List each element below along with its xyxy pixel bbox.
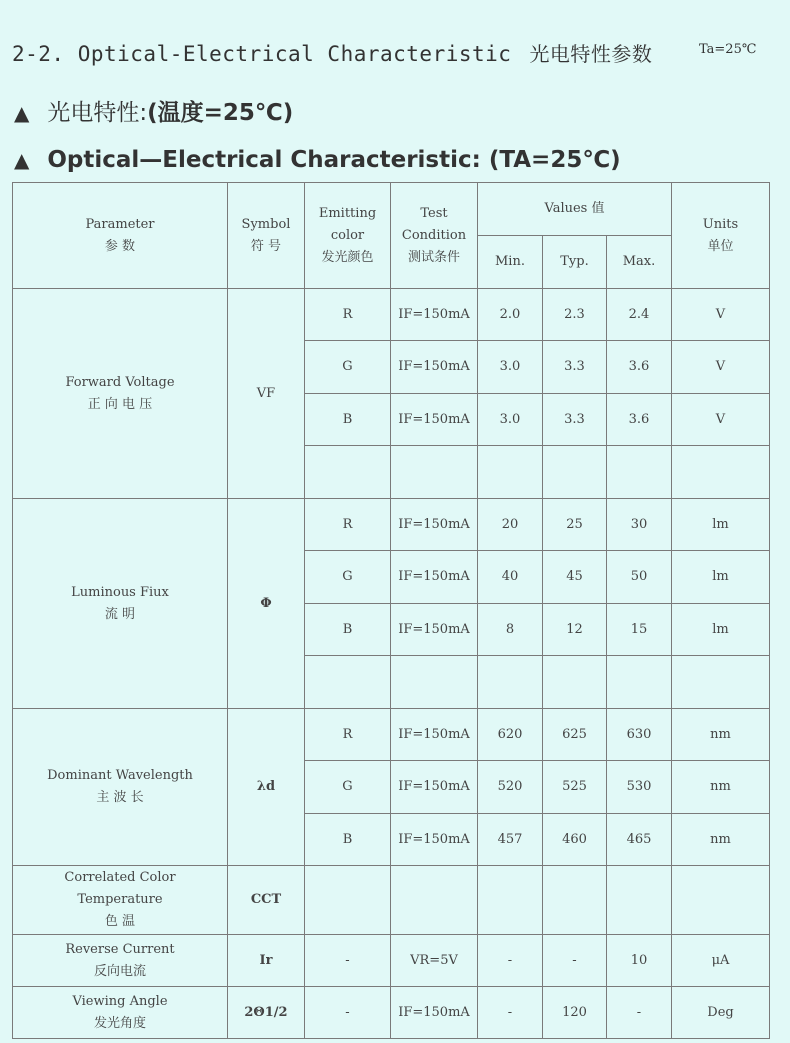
- header-symbol: Symbol 符 号: [228, 183, 305, 289]
- subheading-cn: [14, 94, 293, 127]
- cell-max: 630: [607, 709, 672, 761]
- cell-condition: VR=5V: [391, 935, 478, 987]
- symbol-viewing-angle: 2Θ1/2: [228, 987, 305, 1039]
- cell-condition: IF=150mA: [391, 289, 478, 341]
- cell-min: -: [478, 987, 543, 1039]
- param-forward-voltage: Forward Voltage 正 向 电 压: [13, 289, 228, 499]
- cell-typ: 2.3: [543, 289, 607, 341]
- header-min: Min.: [478, 236, 543, 289]
- cell-max: 530: [607, 761, 672, 814]
- cell-min: 20: [478, 499, 543, 551]
- header-emitting-color: Emitting color 发光颜色: [305, 183, 391, 289]
- cell-max: 15: [607, 604, 672, 656]
- cell-typ: -: [543, 935, 607, 987]
- cell-color: B: [305, 814, 391, 866]
- subheading-en-text: Optical—Electrical Characteristic: (TA=25℃): [47, 147, 621, 173]
- cell-max: 50: [607, 551, 672, 604]
- cell-typ: 525: [543, 761, 607, 814]
- cell-unit: Deg: [672, 987, 770, 1039]
- section-title-cn: 光电特性参数: [529, 42, 653, 66]
- cell-condition: IF=150mA: [391, 394, 478, 446]
- cell-typ: 460: [543, 814, 607, 866]
- cell-typ: 3.3: [543, 341, 607, 394]
- cell-condition: IF=150mA: [391, 551, 478, 604]
- cell-min: 457: [478, 814, 543, 866]
- cell-max: 465: [607, 814, 672, 866]
- table-row: [13, 289, 770, 341]
- cell-min: 2.0: [478, 289, 543, 341]
- cell-unit: lm: [672, 551, 770, 604]
- cell-min: 3.0: [478, 341, 543, 394]
- header-parameter: Parameter 参 数: [13, 183, 228, 289]
- subheading-en: [14, 147, 621, 173]
- table-row: [13, 499, 770, 551]
- section-heading: [12, 38, 652, 67]
- cell-typ: 3.3: [543, 394, 607, 446]
- cell-min: 620: [478, 709, 543, 761]
- cell-color: R: [305, 709, 391, 761]
- cell-min: -: [478, 935, 543, 987]
- symbol-lambda-d: λd: [228, 709, 305, 866]
- header-values: Values 值: [478, 183, 672, 236]
- cell-max: 10: [607, 935, 672, 987]
- cell-color: G: [305, 551, 391, 604]
- table-row: [13, 709, 770, 761]
- cell-typ: 25: [543, 499, 607, 551]
- header-test-condition: Test Condition 测试条件: [391, 183, 478, 289]
- cell-unit: V: [672, 341, 770, 394]
- header-typ: Typ.: [543, 236, 607, 289]
- cell-min: 40: [478, 551, 543, 604]
- cell-min: 8: [478, 604, 543, 656]
- cell-color: R: [305, 499, 391, 551]
- param-cct: Correlated Color Temperature 色 温: [13, 866, 228, 935]
- cell-max: 3.6: [607, 341, 672, 394]
- ambient-temperature-note: Ta=25℃: [699, 42, 757, 57]
- symbol-ir: Ir: [228, 935, 305, 987]
- cell-condition: IF=150mA: [391, 987, 478, 1039]
- cell-condition: IF=150mA: [391, 341, 478, 394]
- cell-max: 3.6: [607, 394, 672, 446]
- cell-max: 30: [607, 499, 672, 551]
- symbol-phi: Φ: [228, 499, 305, 709]
- cell-min: 520: [478, 761, 543, 814]
- cell-color: G: [305, 341, 391, 394]
- table-row: [13, 935, 770, 987]
- symbol-cct: CCT: [228, 866, 305, 935]
- characteristics-table: [12, 182, 770, 1039]
- param-reverse-current: Reverse Current 反向电流: [13, 935, 228, 987]
- cell-max: -: [607, 987, 672, 1039]
- cell-condition: IF=150mA: [391, 761, 478, 814]
- param-dominant-wavelength: Dominant Wavelength 主 波 长: [13, 709, 228, 866]
- cell-unit: V: [672, 289, 770, 341]
- param-viewing-angle: Viewing Angle 发光角度: [13, 987, 228, 1039]
- cell-unit: lm: [672, 604, 770, 656]
- cell-min: 3.0: [478, 394, 543, 446]
- table-row: [13, 866, 770, 935]
- header-max: Max.: [607, 236, 672, 289]
- param-luminous-flux: Luminous Fiux 流 明: [13, 499, 228, 709]
- subheading-cn-prefix: 光电特性:: [47, 100, 148, 126]
- cell-typ: 12: [543, 604, 607, 656]
- cell-color: -: [305, 935, 391, 987]
- cell-condition: IF=150mA: [391, 604, 478, 656]
- header-units: Units 单位: [672, 183, 770, 289]
- cell-condition: IF=150mA: [391, 709, 478, 761]
- subheading-cn-text: (温度=25℃): [147, 100, 294, 126]
- cell-unit: nm: [672, 814, 770, 866]
- cell-color: B: [305, 394, 391, 446]
- cell-unit: nm: [672, 709, 770, 761]
- cell-condition: IF=150mA: [391, 499, 478, 551]
- cell-max: 2.4: [607, 289, 672, 341]
- cell-condition: IF=150mA: [391, 814, 478, 866]
- cell-color: B: [305, 604, 391, 656]
- cell-unit: nm: [672, 761, 770, 814]
- cell-unit: V: [672, 394, 770, 446]
- cell-typ: 625: [543, 709, 607, 761]
- symbol-vf: VF: [228, 289, 305, 499]
- header-row: [13, 183, 770, 236]
- cell-color: R: [305, 289, 391, 341]
- cell-unit: lm: [672, 499, 770, 551]
- table-row: [13, 987, 770, 1039]
- cell-typ: 120: [543, 987, 607, 1039]
- cell-color: G: [305, 761, 391, 814]
- cell-color: -: [305, 987, 391, 1039]
- triangle-icon: ▲: [14, 101, 30, 125]
- section-title: 2-2. Optical-Electrical Characteristic: [12, 42, 512, 66]
- cell-typ: 45: [543, 551, 607, 604]
- cell-unit: μA: [672, 935, 770, 987]
- triangle-icon: ▲: [14, 148, 30, 172]
